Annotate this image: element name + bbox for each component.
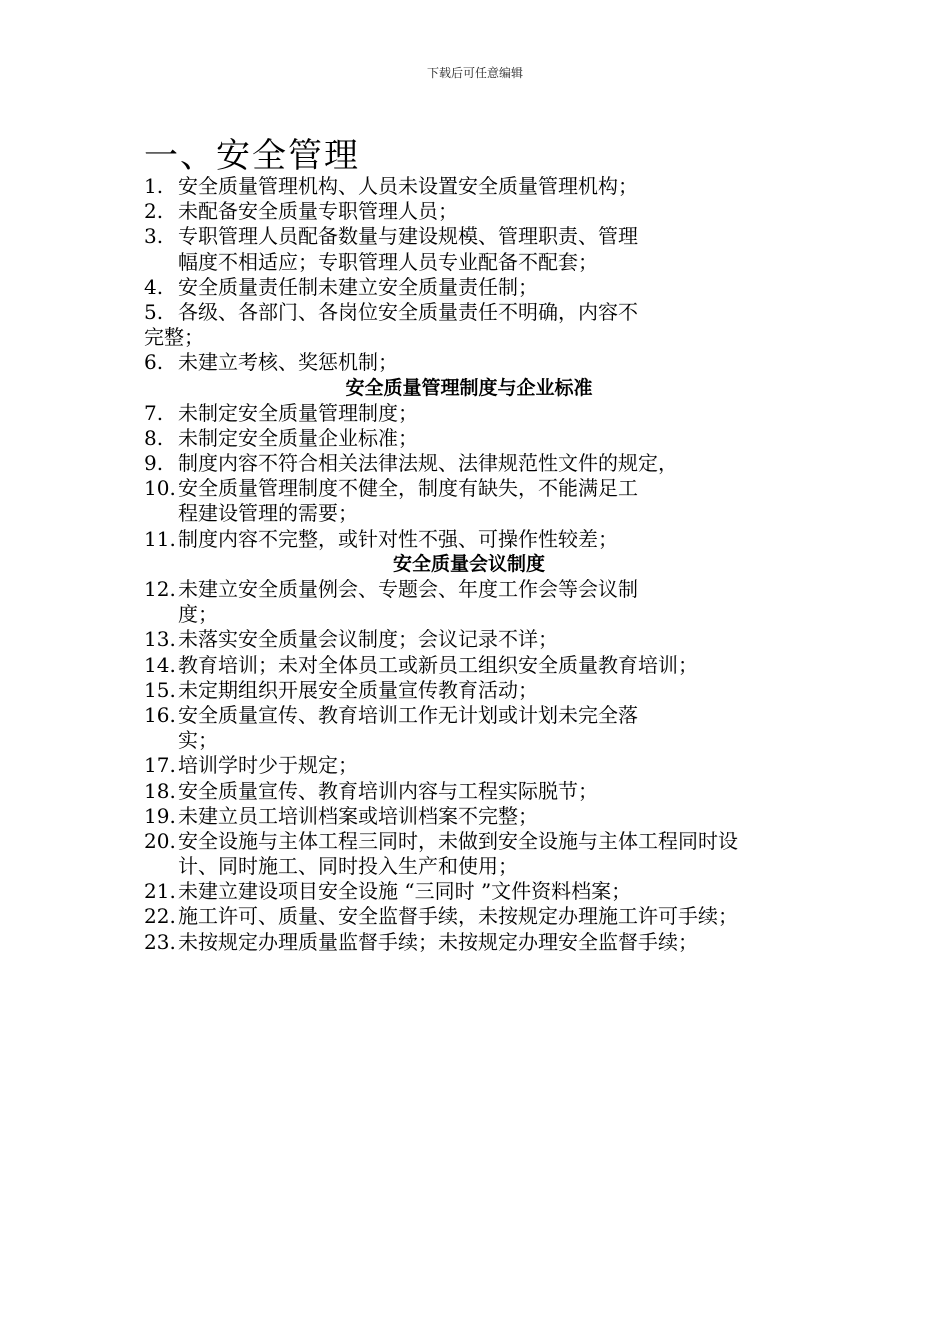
list-item-text: 制度内容不符合相关法律法规、法律规范性文件的规定， <box>178 451 678 476</box>
list-item-number: 13. <box>144 627 176 652</box>
list-item <box>144 779 824 804</box>
list-item-number: 11. <box>144 526 176 551</box>
list-item-text: 安全质量宣传、教育培训内容与工程实际脱节； <box>178 778 598 803</box>
list-item-number: 14. <box>144 652 176 677</box>
list-item <box>144 678 824 703</box>
list-item-continuation: 程建设管理的需要； <box>178 501 358 526</box>
list-item <box>144 527 824 552</box>
list-item-continuation: 计、同时施工、同时投入生产和使用； <box>178 854 518 879</box>
list-item-text: 未制定安全质量企业标准； <box>178 425 418 450</box>
list-item-text: 教育培训；未对全体员工或新员工组织安全质量教育培训； <box>178 652 698 677</box>
list-item-number: 15. <box>144 677 176 702</box>
list-item-number: 1. <box>144 174 164 198</box>
list-item-text: 安全质量管理机构、人员未设置安全质量管理机构； <box>178 174 638 198</box>
list-item-text: 未按规定办理质量监督手续；未按规定办理安全监督手续； <box>178 929 698 954</box>
list-item-text: 未制定安全质量管理制度； <box>178 400 418 425</box>
list-item-number: 8. <box>144 425 164 450</box>
list-item <box>144 753 824 778</box>
list-item-text: 未定期组织开展安全质量宣传教育活动； <box>178 677 538 702</box>
list-item <box>144 653 824 678</box>
list-item <box>144 174 824 199</box>
list-item-number: 19. <box>144 803 176 828</box>
list-item <box>144 703 824 728</box>
list-item-text: 培训学时少于规定； <box>178 753 358 778</box>
list-item <box>144 930 824 955</box>
list-item-number: 17. <box>144 753 176 778</box>
list-item-text: 未建立建设项目安全设施 “三同时 ”文件资料档案； <box>178 879 632 904</box>
list-item-number: 4. <box>144 274 164 299</box>
list-item-number: 2. <box>144 199 164 224</box>
list-item <box>144 804 824 829</box>
list-item <box>144 401 824 426</box>
list-item <box>144 224 824 249</box>
list-item-number: 10. <box>144 476 176 501</box>
list-item <box>144 879 824 904</box>
list-item-text: 专职管理人员配备数量与建设规模、管理职责、管理 <box>178 224 638 249</box>
list-item <box>144 627 824 652</box>
list-item-continuation: 实； <box>178 728 218 753</box>
list-item <box>144 426 824 451</box>
document-body <box>144 174 824 955</box>
list-item-number: 16. <box>144 702 176 727</box>
list-item-continuation: 度； <box>178 602 218 627</box>
list-item-text: 施工许可、质量、安全监督手续，未按规定办理施工许可手续； <box>178 904 738 929</box>
list-item-continuation: 完整； <box>144 325 204 350</box>
list-item <box>144 476 824 501</box>
list-item-text: 未建立安全质量例会、专题会、年度工作会等会议制 <box>178 577 638 601</box>
list-item-number: 22. <box>144 904 176 929</box>
list-item <box>144 275 824 300</box>
list-item-number: 12. <box>144 577 176 601</box>
list-item-number: 9. <box>144 451 164 476</box>
list-item <box>144 451 824 476</box>
list-item-number: 5. <box>144 299 164 324</box>
list-item-text: 安全质量管理制度不健全，制度有缺失，不能满足工 <box>178 476 638 501</box>
list-item-continuation: 幅度不相适应；专职管理人员专业配备不配套； <box>178 249 598 274</box>
list-item-text: 各级、各部门、各岗位安全质量责任不明确，内容不 <box>178 299 638 324</box>
list-item-text: 安全设施与主体工程三同时，未做到安全设施与主体工程同时设 <box>178 828 738 853</box>
list-item-number: 20. <box>144 828 176 853</box>
list-item <box>144 350 824 375</box>
document-title: 一、安全管理 <box>144 136 360 176</box>
list-item-number: 3. <box>144 224 164 249</box>
list-item-text: 未建立员工培训档案或培训档案不完整； <box>178 803 538 828</box>
list-item-text: 安全质量宣传、教育培训工作无计划或计划未完全落 <box>178 702 638 727</box>
list-item <box>144 904 824 929</box>
list-item <box>144 300 824 325</box>
list-item <box>144 199 824 224</box>
list-item-text: 未建立考核、奖惩机制； <box>178 350 398 375</box>
list-item-number: 7. <box>144 400 164 425</box>
list-item <box>144 577 824 602</box>
list-item-text: 未落实安全质量会议制度；会议记录不详； <box>178 627 558 652</box>
section-heading: 安全质量管理制度与企业标准 <box>345 376 593 399</box>
page-header-note: 下载后可任意编辑 <box>426 66 523 80</box>
list-item-number: 6. <box>144 350 164 375</box>
list-item-number: 21. <box>144 879 176 904</box>
list-item-number: 23. <box>144 929 176 954</box>
list-item-number: 18. <box>144 778 176 803</box>
list-item-text: 未配备安全质量专职管理人员； <box>178 199 458 224</box>
section-heading: 安全质量会议制度 <box>392 552 545 575</box>
list-item-text: 制度内容不完整，或针对性不强、可操作性较差； <box>178 526 618 551</box>
list-item-text: 安全质量责任制未建立安全质量责任制； <box>178 274 538 299</box>
list-item <box>144 829 824 854</box>
